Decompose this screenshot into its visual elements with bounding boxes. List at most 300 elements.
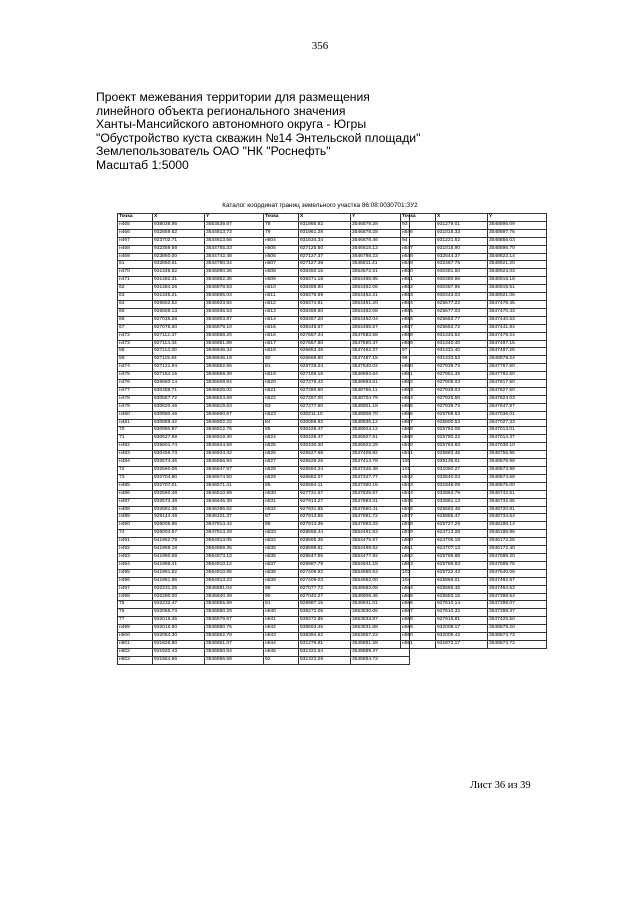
point-cell: 77 (118, 617, 153, 625)
point-cell: н567 (401, 419, 436, 427)
y-cell: 3547441.84 (488, 324, 547, 332)
y-cell: 3546874.68 (488, 474, 547, 482)
x-cell: 931826.80 (153, 640, 205, 648)
table-row (264, 277, 410, 285)
x-cell: 938469.60 (299, 308, 351, 316)
table-row (118, 332, 264, 340)
table-row (264, 293, 410, 301)
point-cell: н561 (401, 372, 436, 380)
x-cell: 938450.16 (299, 269, 351, 277)
point-cell: н573 (401, 482, 436, 490)
point-cell: 98 (401, 356, 436, 364)
x-cell: 925780.22 (436, 435, 488, 443)
point-cell: н532 (264, 506, 299, 514)
y-cell: 3546798.23 (351, 253, 410, 261)
table-row (264, 601, 410, 609)
y-cell: 3548919.18 (488, 277, 547, 285)
coordinates-table-3 (400, 213, 547, 649)
table-row (118, 490, 264, 498)
y-cell: 3548908.46 (351, 593, 410, 601)
x-cell: 931634.34 (299, 237, 351, 245)
point-cell: н570 (401, 443, 436, 451)
table-row (264, 356, 410, 364)
table-row (118, 316, 264, 324)
point-cell: н585 (401, 593, 436, 601)
point-cell: 83 (264, 403, 299, 411)
y-cell: 3547398.07 (488, 601, 547, 609)
x-cell: 927610.14 (436, 601, 488, 609)
x-cell: 926987.15 (299, 601, 351, 609)
point-cell: н490 (118, 522, 153, 530)
x-cell: 927657.44 (299, 332, 351, 340)
point-cell: н577 (401, 514, 436, 522)
y-cell: 3547478.45 (488, 300, 547, 308)
y-cell: 3546879.67 (205, 617, 264, 625)
y-cell: 3547398.37 (488, 609, 547, 617)
table-row (401, 522, 547, 530)
point-cell: н587 (401, 609, 436, 617)
y-cell: 3547492.87 (488, 577, 547, 585)
point-cell: н498 (118, 593, 153, 601)
y-cell: 3547492.37 (351, 348, 410, 356)
column-header: Точка (264, 214, 299, 222)
x-cell: 941986.41 (153, 561, 205, 569)
x-cell: 930443.03 (436, 293, 488, 301)
x-cell: 927925.50 (436, 395, 488, 403)
y-cell: 3546936.63 (205, 308, 264, 316)
y-cell: 3547014.37 (488, 435, 547, 443)
table-row (401, 459, 547, 467)
x-cell: 930430.30 (299, 443, 351, 451)
x-cell: 925866.01 (436, 577, 488, 585)
point-cell: 61 (118, 261, 153, 269)
point-cell: н554 (401, 300, 436, 308)
x-cell: 930428.47 (299, 427, 351, 435)
y-cell: 3546860.57 (205, 411, 264, 419)
table-row (118, 467, 264, 475)
x-cell: 938474.81 (299, 300, 351, 308)
y-cell: 3547767.60 (488, 364, 547, 372)
point-cell: н503 (118, 656, 153, 664)
x-cell: 926680.14 (153, 380, 205, 388)
point-cell: н531 (264, 498, 299, 506)
point-cell: 70 (118, 427, 153, 435)
table-row (118, 593, 264, 601)
point-cell: н549 (401, 261, 436, 269)
point-cell: 97 (401, 348, 436, 356)
table-row (264, 427, 410, 435)
x-cell: 924706.19 (436, 538, 488, 546)
point-cell: н562 (401, 380, 436, 388)
table-row (118, 300, 264, 308)
table-row (264, 474, 410, 482)
y-cell: 3545923.84 (205, 300, 264, 308)
sheet-footer: Лист 36 из 39 (470, 780, 531, 791)
table-row (264, 569, 410, 577)
y-cell: 3546826.02 (205, 387, 264, 395)
table-row (118, 269, 264, 277)
table-row (401, 474, 547, 482)
y-cell: 3548897.76 (488, 229, 547, 237)
y-cell: 3546186.96 (488, 530, 547, 538)
coordinates-table-1 (117, 213, 264, 665)
x-cell: 930880.46 (153, 411, 205, 419)
y-cell: 3548921.06 (488, 293, 547, 301)
x-cell: 932280.00 (153, 593, 205, 601)
x-cell: 927121.94 (153, 364, 205, 372)
point-cell: н546 (401, 229, 436, 237)
y-cell: 3546819.63 (205, 403, 264, 411)
point-cell: 94 (401, 237, 436, 245)
x-cell: 931018.33 (436, 229, 488, 237)
x-cell: 927951.46 (436, 372, 488, 380)
point-cell: н494 (118, 561, 153, 569)
column-header: X (436, 214, 488, 222)
table-row (264, 593, 410, 601)
document-heading (96, 91, 536, 173)
table-row (118, 348, 264, 356)
point-cell: н520 (264, 380, 299, 388)
point-cell: 78 (264, 221, 299, 229)
y-cell: 3547425.50 (488, 617, 547, 625)
table-row (401, 625, 547, 633)
y-cell: 3546862.36 (205, 277, 264, 285)
table-row (118, 403, 264, 411)
heading-line: Масштаб 1:5000 (96, 157, 189, 172)
x-cell: 927913.85 (299, 514, 351, 522)
table-row (264, 285, 410, 293)
table-row (401, 467, 547, 475)
y-cell: 3547440.53 (488, 316, 547, 324)
x-cell: 925682.48 (436, 506, 488, 514)
y-cell: 3546824.69 (205, 395, 264, 403)
point-cell: н475 (118, 372, 153, 380)
y-cell: 3547881.72 (351, 514, 410, 522)
y-cell: 3547540.08 (488, 569, 547, 577)
point-cell: н571 (401, 451, 436, 459)
x-cell: 932550.48 (153, 490, 205, 498)
point-cell: н536 (264, 553, 299, 561)
x-cell: 927905.03 (436, 380, 488, 388)
table-caption: Каталог координат границ земельного участка 86:08:0030701:ЗУ2 (222, 202, 418, 209)
table-row (264, 561, 410, 569)
point-cell: 63 (118, 293, 153, 301)
table-row (264, 443, 410, 451)
y-cell: 3554462.06 (351, 285, 410, 293)
point-cell: н569 (401, 435, 436, 443)
table-row (118, 308, 264, 316)
table-row (264, 585, 410, 593)
table-row (401, 640, 547, 648)
table-row (118, 601, 264, 609)
y-cell: 3547409.82 (351, 451, 410, 459)
x-cell: 927036.28 (153, 316, 205, 324)
x-cell: 932232.47 (153, 601, 205, 609)
table-row (264, 253, 410, 261)
x-cell: 927657.80 (299, 340, 351, 348)
table-row (118, 522, 264, 530)
y-cell: 3544755.33 (205, 245, 264, 253)
point-cell: н533 (264, 530, 299, 538)
table-row (118, 656, 264, 664)
x-cell: 932863.79 (436, 490, 488, 498)
y-cell: 3547914.44 (205, 522, 264, 530)
table-row (264, 538, 410, 546)
x-cell: 931434.52 (436, 332, 488, 340)
y-cell: 3548893.61 (351, 380, 410, 388)
point-cell: 89 (264, 585, 299, 593)
point-cell: н466 (118, 229, 153, 237)
x-cell: 925668.90 (299, 356, 351, 364)
table-row (264, 348, 410, 356)
y-cell: 3546732.65 (488, 498, 547, 506)
table-row (118, 474, 264, 482)
x-cell: 941962.79 (153, 538, 205, 546)
table-header-row (401, 214, 547, 222)
table-row (401, 419, 547, 427)
x-cell: 927939.03 (436, 387, 488, 395)
table-row (118, 380, 264, 388)
x-cell: 932574.45 (153, 459, 205, 467)
x-cell: 938469.80 (299, 285, 351, 293)
table-row (401, 403, 547, 411)
point-cell: н553 (401, 293, 436, 301)
y-cell: 3546922.29 (351, 443, 410, 451)
point-cell: н491 (118, 538, 153, 546)
x-cell: 930487.95 (436, 285, 488, 293)
point-cell: н558 (401, 332, 436, 340)
y-cell: 3554451.20 (351, 300, 410, 308)
y-cell: 3546862.79 (205, 633, 264, 641)
table-row (118, 364, 264, 372)
point-cell: н508 (264, 269, 299, 277)
y-cell: 3547893.33 (351, 522, 410, 530)
x-cell: 925722.43 (436, 569, 488, 577)
point-cell: н517 (264, 340, 299, 348)
table-row (401, 451, 547, 459)
table-row (264, 490, 410, 498)
x-cell: 931018.90 (436, 245, 488, 253)
table-row (264, 656, 410, 664)
y-cell: 3553831.68 (351, 625, 410, 633)
point-cell: н547 (401, 245, 436, 253)
y-cell: 3547782.60 (488, 372, 547, 380)
table-row (264, 625, 410, 633)
table-row (118, 546, 264, 554)
point-cell: н471 (118, 277, 153, 285)
x-cell: 923860.00 (153, 253, 205, 261)
y-cell: 3554477.92 (351, 553, 410, 561)
y-cell: 3547487.25 (488, 348, 547, 356)
table-row (118, 324, 264, 332)
point-cell: 76 (118, 609, 153, 617)
column-header: X (153, 214, 205, 222)
y-cell: 3548919.51 (488, 285, 547, 293)
y-cell: 3554913.23 (205, 577, 264, 585)
x-cell: 927114.44 (153, 340, 205, 348)
x-cell: 932359.58 (153, 245, 205, 253)
point-cell: н575 (401, 498, 436, 506)
x-cell: 927939.72 (436, 403, 488, 411)
point-cell: н591 (401, 640, 436, 648)
point-cell: н478 (118, 395, 153, 403)
x-cell: 927127.38 (299, 261, 351, 269)
y-cell: 3546879.28 (351, 221, 410, 229)
point-cell: 65 (118, 308, 153, 316)
point-cell: н510 (264, 285, 299, 293)
point-cell: н544 (264, 640, 299, 648)
point-cell: 84 (264, 419, 299, 427)
y-cell: 3547013.01 (488, 427, 547, 435)
x-cell: 927115.64 (153, 356, 205, 364)
y-cell: 3546861.07 (205, 640, 264, 648)
point-cell: н485 (118, 482, 153, 490)
x-cell: 928565.35 (299, 538, 351, 546)
x-cell: 938272.06 (299, 609, 351, 617)
x-cell: 928658.44 (299, 530, 351, 538)
table-row (264, 229, 410, 237)
point-cell: н535 (264, 546, 299, 554)
table-row (264, 546, 410, 554)
x-cell: 931345.62 (153, 269, 205, 277)
x-cell: 941950.69 (153, 553, 205, 561)
point-cell: н489 (118, 514, 153, 522)
y-cell: 3554452.21 (351, 293, 410, 301)
table-row (401, 324, 547, 332)
x-cell: 930567.72 (153, 395, 205, 403)
table-row (401, 340, 547, 348)
point-cell: н501 (118, 640, 153, 648)
y-cell: 3548704.79 (351, 395, 410, 403)
x-cell: 927114.20 (153, 348, 205, 356)
table-row (118, 356, 264, 364)
x-cell: 932859.62 (153, 229, 205, 237)
table-row (401, 609, 547, 617)
point-cell: 85 (264, 427, 299, 435)
y-cell: 3553830.05 (351, 609, 410, 617)
y-cell: 3546510.99 (205, 490, 264, 498)
y-cell: 3546858.20 (205, 332, 264, 340)
y-cell: 3548896.70 (488, 245, 547, 253)
y-cell: 3546881.04 (205, 585, 264, 593)
y-cell: 3546571.41 (205, 482, 264, 490)
table-row (118, 277, 264, 285)
table-row (264, 640, 410, 648)
x-cell: 931345.21 (153, 293, 205, 301)
table-row (118, 640, 264, 648)
table-row (401, 380, 547, 388)
x-cell: 923702.71 (153, 237, 205, 245)
table-row (118, 577, 264, 585)
y-cell: 3546574.50 (205, 474, 264, 482)
table-row (264, 364, 410, 372)
x-cell: 930480.96 (436, 277, 488, 285)
table-row (264, 435, 410, 443)
x-cell: 932016.50 (153, 625, 205, 633)
x-cell: 932704.80 (153, 474, 205, 482)
table-row (401, 490, 547, 498)
y-cell: 3546811.41 (351, 261, 410, 269)
y-cell: 3546912.75 (205, 427, 264, 435)
point-cell: н557 (401, 324, 436, 332)
x-cell: 932681.36 (153, 506, 205, 514)
point-cell: 59 (118, 356, 153, 364)
table-row (264, 522, 410, 530)
x-cell: 931279.01 (436, 221, 488, 229)
point-cell: н493 (118, 553, 153, 561)
table-row (401, 229, 547, 237)
x-cell: 925785.88 (436, 553, 488, 561)
point-cell: 71 (118, 435, 153, 443)
table-row (264, 395, 410, 403)
column-header: Y (205, 214, 264, 222)
x-cell: 927916.81 (436, 617, 488, 625)
table-row (401, 253, 547, 261)
table-row (264, 332, 410, 340)
y-cell: 3544813.73 (205, 229, 264, 237)
x-cell: 925786.93 (436, 561, 488, 569)
point-cell: н467 (118, 237, 153, 245)
point-cell: 101 (401, 467, 436, 475)
y-cell: 3546172.40 (488, 546, 547, 554)
table-row (118, 221, 264, 229)
table-row (401, 372, 547, 380)
x-cell: 925727.29 (436, 522, 488, 530)
table-row (264, 300, 410, 308)
point-cell: н481 (118, 419, 153, 427)
y-cell: 3546895.03 (205, 293, 264, 301)
y-cell: 3553639.87 (205, 221, 264, 229)
y-cell: 3546903.87 (205, 316, 264, 324)
table-row (118, 237, 264, 245)
table-row (401, 530, 547, 538)
x-cell: 932008.17 (436, 625, 488, 633)
x-cell: 927164.15 (153, 372, 205, 380)
y-cell: 3548935.12 (351, 419, 410, 427)
point-cell: н530 (264, 490, 299, 498)
x-cell: 931848.09 (436, 482, 488, 490)
y-cell: 3546902.22 (205, 419, 264, 427)
point-cell: н529 (264, 474, 299, 482)
y-cell: 3547360.15 (351, 482, 410, 490)
point-cell: н465 (118, 221, 153, 229)
y-cell: 3547589.20 (488, 553, 547, 561)
y-cell: 3546645.39 (205, 498, 264, 506)
point-cell: н539 (264, 577, 299, 585)
y-cell: 3548893.64 (351, 372, 410, 380)
table-row (118, 482, 264, 490)
table-row (264, 245, 410, 253)
x-cell: 927731.67 (299, 490, 351, 498)
x-cell: 932054.30 (153, 633, 205, 641)
y-cell: 3548582.08 (351, 585, 410, 593)
point-cell: н512 (264, 300, 299, 308)
table-row (264, 633, 410, 641)
table-row (264, 451, 410, 459)
y-cell: 3547817.60 (488, 380, 547, 388)
point-cell: н579 (401, 530, 436, 538)
y-cell: 3546924.42 (205, 451, 264, 459)
table-row (118, 538, 264, 546)
y-cell: 3546896.68 (205, 656, 264, 664)
table-row (118, 372, 264, 380)
table-row (264, 419, 410, 427)
point-cell: н509 (264, 277, 299, 285)
y-cell: 3547913.29 (205, 530, 264, 538)
x-cell: 927913.36 (299, 522, 351, 530)
point-cell: н482 (118, 443, 153, 451)
table-row (401, 585, 547, 593)
